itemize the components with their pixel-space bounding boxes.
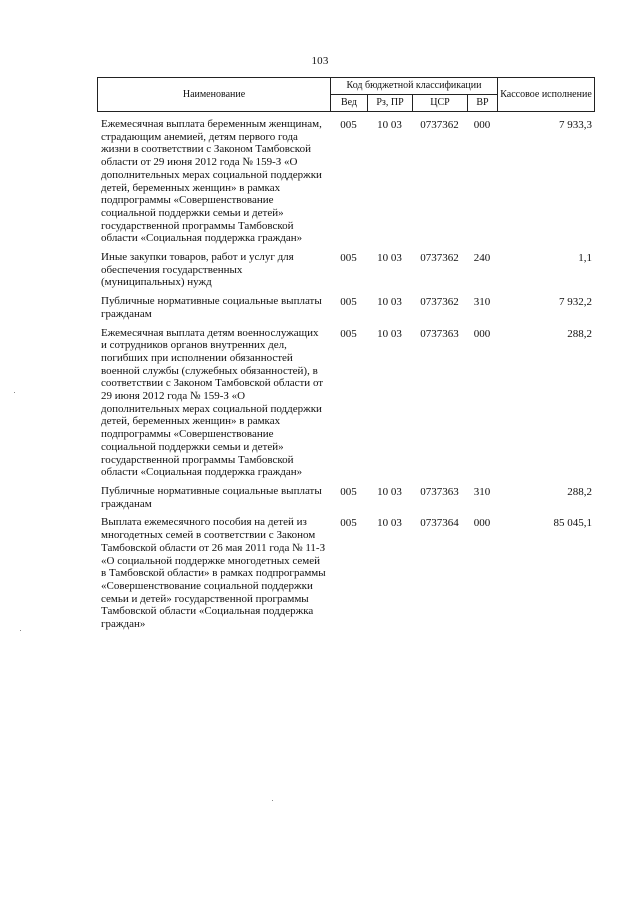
header-rz-pr: Рз, ПР — [368, 95, 413, 112]
row-amount: 1,1 — [578, 252, 592, 265]
row-vr: 000 — [473, 327, 491, 340]
row-name: Ежемесячная выплата беременным женщинам, страдающим анемией, детям первого года жизни в соответствии с Законом Тамбовской области от 29 июня 2012 года № 159-З «О дополнительных мерах социальной поддержки детей, беременных женщин» в рамках подпрограммы «Совершенствование социальной поддержки семьи и детей» государственной программы Тамбовской области «Социальная поддержка граждан» — [101, 118, 322, 245]
table-row — [97, 485, 594, 516]
row-ved: 005 — [340, 485, 357, 498]
row-vr: 000 — [473, 517, 491, 530]
row-ved: 005 — [340, 327, 357, 340]
scan-speck — [272, 800, 273, 801]
table-body — [97, 118, 594, 637]
row-amount: 288,2 — [567, 485, 592, 498]
row-csr: 0737362 — [420, 119, 459, 131]
row-ved: 005 — [340, 296, 357, 309]
row-vr: 000 — [473, 119, 491, 131]
row-ved: 005 — [340, 252, 357, 265]
row-ved: 005 — [340, 517, 357, 530]
row-rz-pr: 10 03 — [377, 119, 402, 131]
row-rz-pr: 10 03 — [377, 485, 402, 498]
row-name: Публичные нормативные социальные выплаты гражданам — [101, 295, 322, 320]
row-name: Ежемесячная выплата детям военнослужащих и сотрудников органов внутренних дел, погибших при исполнении обязанностей военной службы (служебных обязанностей), в соответствии с Законом Тамбовской области от 29 июня 2012 года № 159-З «О дополнительных мерах социальной поддержки детей, беременных женщин» в рамках подпрограммы «Совершенствование социальной поддержки семьи и детей» государственной программы Тамбовской области «Социальная поддержка граждан» — [101, 326, 324, 479]
row-vr: 310 — [473, 296, 491, 309]
table-row — [97, 251, 594, 295]
row-csr: 0737362 — [420, 296, 459, 309]
row-rz-pr: 10 03 — [377, 327, 402, 340]
row-rz-pr: 10 03 — [377, 517, 402, 530]
header-vr: ВР — [468, 95, 498, 112]
row-csr: 0737363 — [420, 485, 459, 498]
table-row — [97, 118, 594, 251]
table-header — [97, 77, 595, 112]
header-code-group: Код бюджетной классификации — [331, 78, 498, 95]
row-csr: 0737364 — [420, 517, 459, 530]
row-name: Публичные нормативные социальные выплаты гражданам — [101, 484, 322, 510]
scan-speck — [20, 630, 21, 631]
header-ved: Вед — [331, 95, 368, 112]
row-name: Выплата ежемесячного пособия на детей из многодетных семей в соответствии с Законом Тамбовской области от 26 мая 2011 года № 11-З «О социальной поддержке многодетных семей в Тамбовской области» в рамках подпрограммы «Совершенствование социальной поддержки семьи и детей» государственной программы Тамбовской области «Социальная поддержка граждан» — [101, 516, 326, 631]
row-vr: 240 — [473, 252, 491, 265]
page-number: 103 — [311, 55, 329, 67]
row-csr: 0737362 — [420, 252, 459, 265]
table-row — [97, 327, 594, 485]
row-rz-pr: 10 03 — [377, 252, 402, 265]
row-rz-pr: 10 03 — [377, 296, 402, 309]
table-row — [97, 295, 594, 326]
header-csr: ЦСР — [413, 95, 468, 112]
row-amount: 288,2 — [567, 327, 592, 340]
scan-speck — [14, 392, 15, 393]
row-amount: 7 933,3 — [559, 119, 592, 131]
row-csr: 0737363 — [420, 327, 459, 340]
header-amount: Кассовое исполнение — [498, 78, 595, 112]
row-amount: 85 045,1 — [553, 517, 592, 530]
header-name: Наименование — [98, 78, 331, 112]
row-name: Иные закупки товаров, работ и услуг для обеспечения государственных (муниципальных) нужд — [101, 251, 294, 289]
row-amount: 7 932,2 — [559, 296, 592, 309]
row-ved: 005 — [340, 119, 357, 131]
row-vr: 310 — [473, 485, 491, 498]
table-row — [97, 516, 594, 636]
